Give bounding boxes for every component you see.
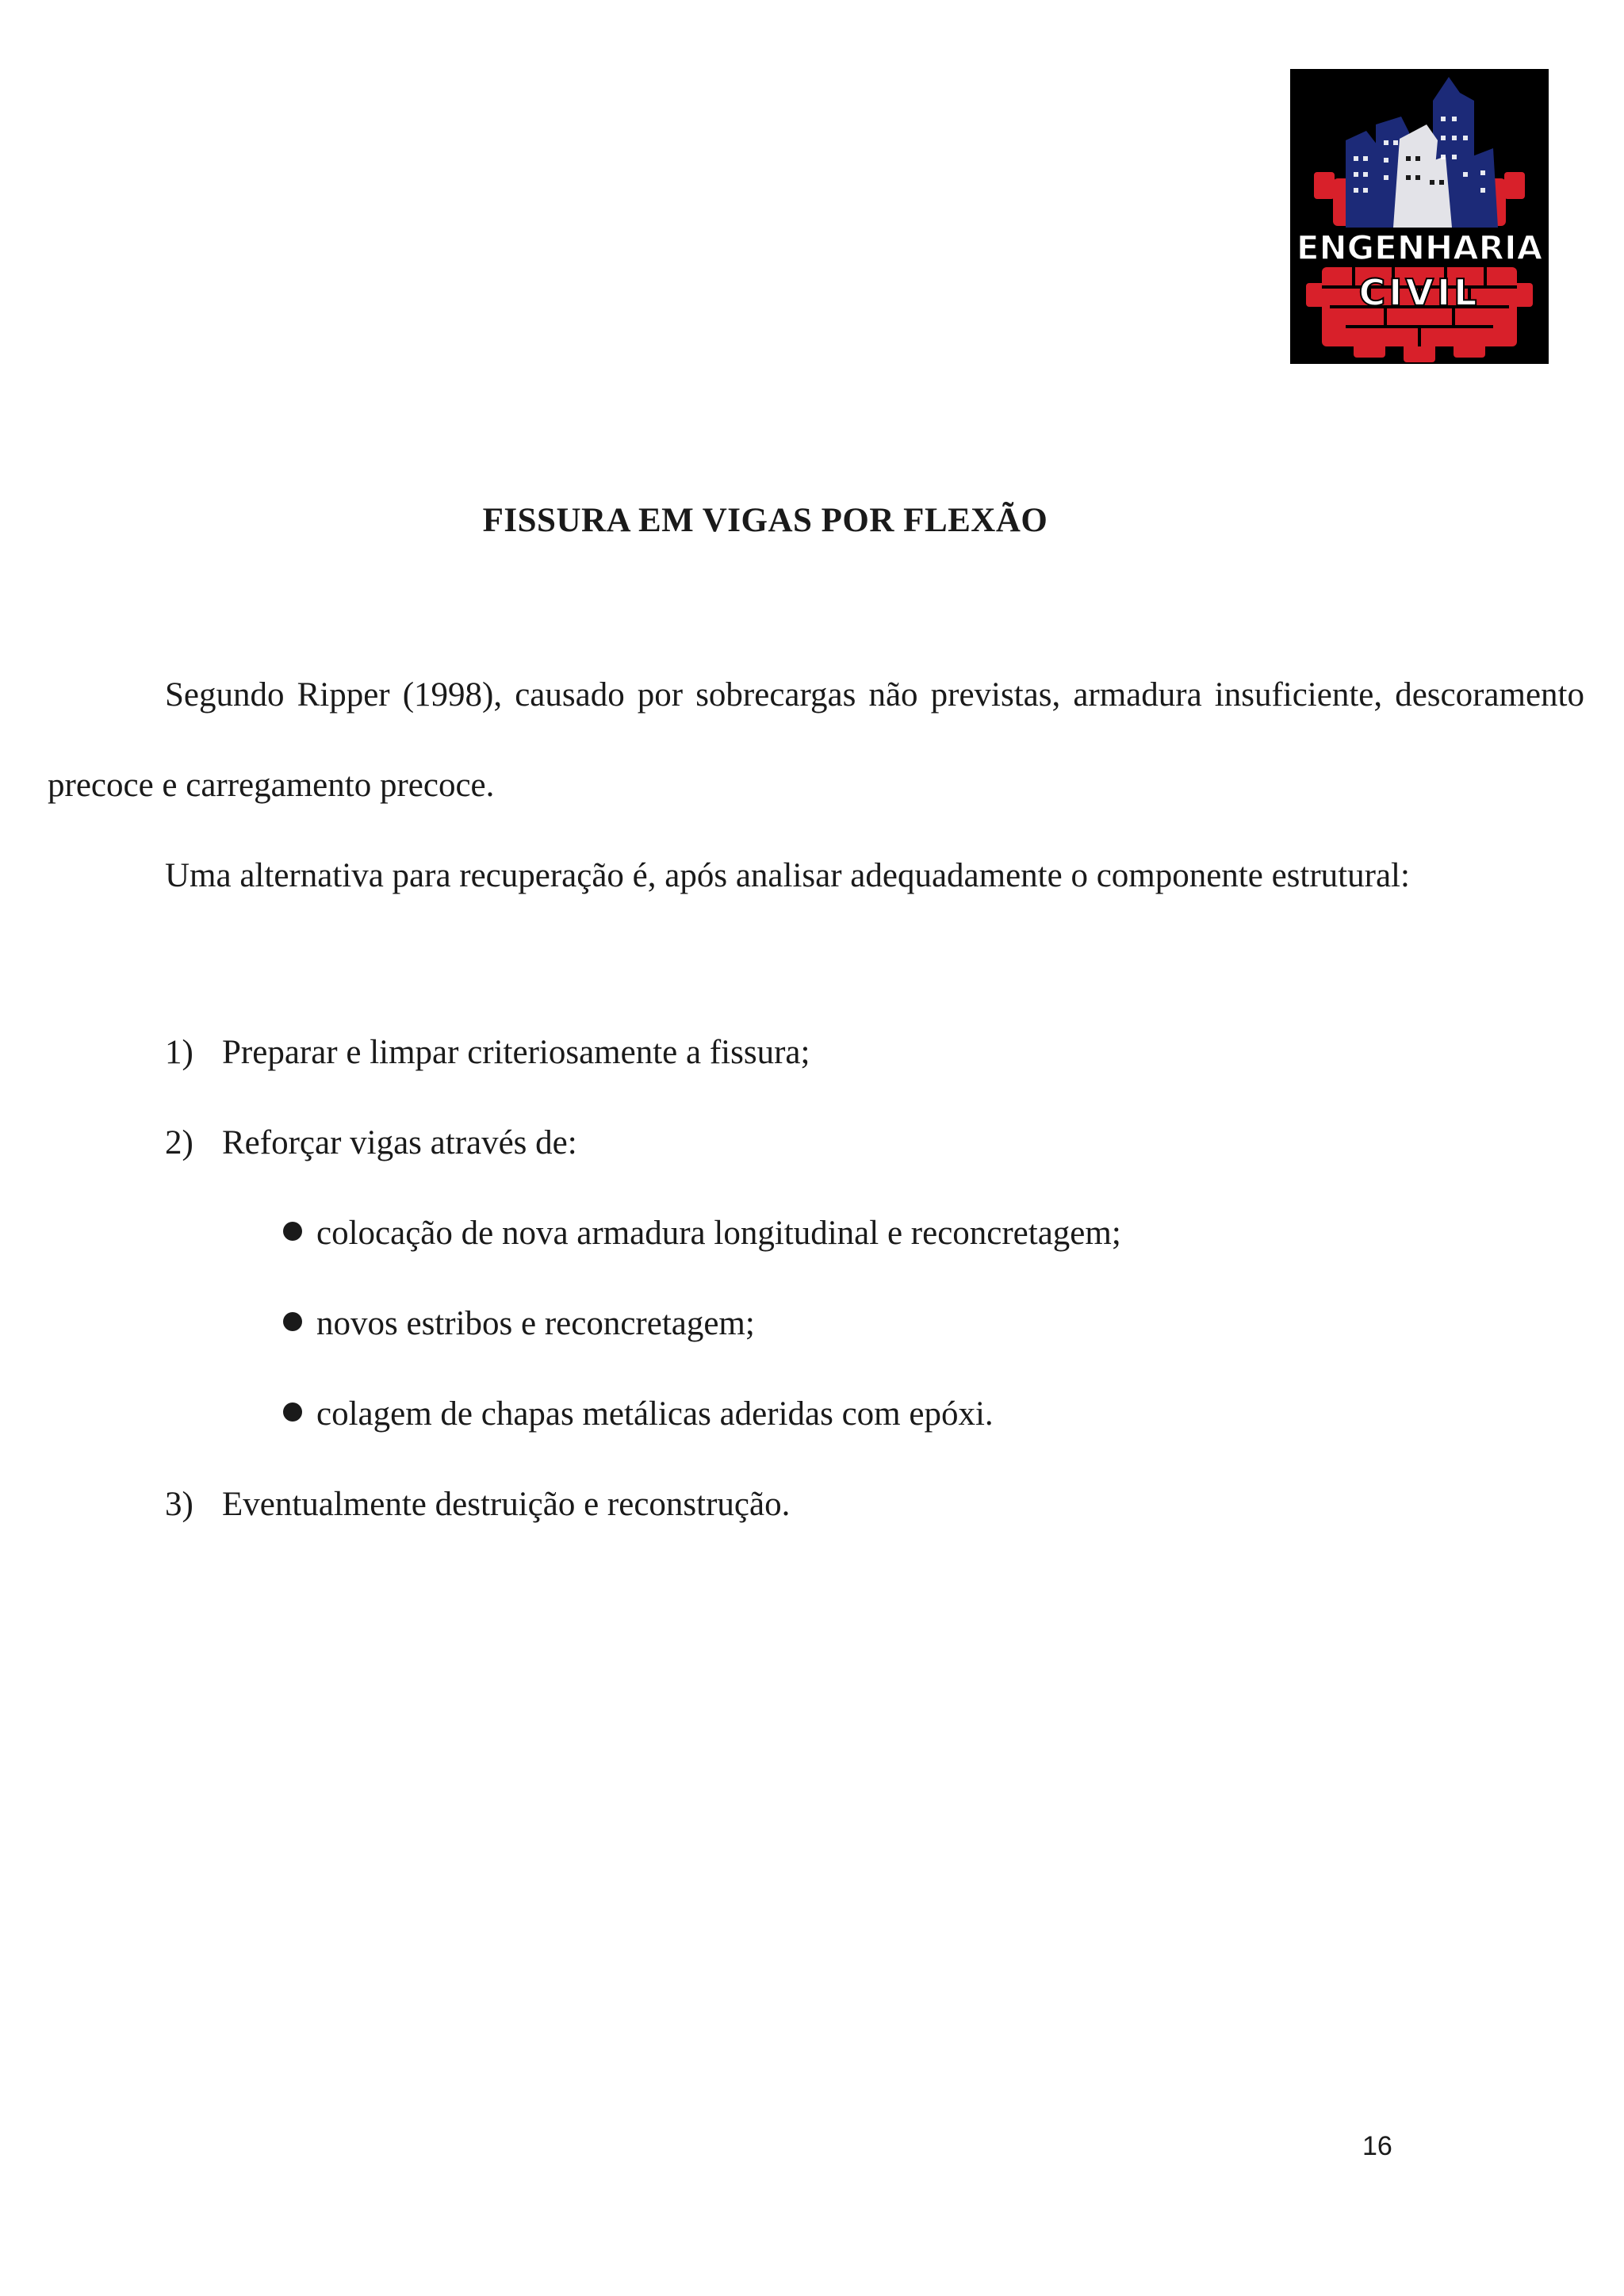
list-item [165,1123,577,1162]
list-item-text: Eventualmente destruição e reconstrução. [222,1486,791,1523]
paragraph-2: Uma alternativa para recuperação é, após analisar adequadamente o componente estrutural: [165,857,1410,894]
bullet-dot-icon [283,1402,302,1422]
logo-graphic [1290,69,1549,364]
list-item-text: Reforçar vigas através de: [222,1124,577,1161]
list-item-number: 3) [165,1486,193,1523]
bullet-item-text: colocação de nova armadura longitudinal e reconcretagem; [316,1215,1121,1252]
list-item-number: 2) [165,1124,193,1161]
list-item-number: 1) [165,1034,193,1071]
bullet-dot-icon [283,1222,302,1241]
bullet-item-text: colagem de chapas metálicas aderidas com epóxi. [316,1395,994,1433]
logo-subtitle-text: CIVIL [1358,271,1480,314]
engenharia-civil-logo [1290,69,1549,364]
list-item-text: Preparar e limpar criteriosamente a fissura; [222,1034,810,1071]
paragraph-1: Segundo Ripper (1998), causado por sobrecargas não previstas, armadura insuficiente, descoramento precoce e carregamento precoce. [48,676,1584,804]
page-title: FISSURA EM VIGAS POR FLEXÃO [482,502,1048,539]
logo-title-text: ENGENHARIA [1296,228,1543,267]
bullet-item-text: novos estribos e reconcretagem; [316,1305,755,1342]
bullet-dot-icon [283,1312,302,1331]
list-item [165,1033,810,1072]
page-number: 16 [1362,2131,1392,2161]
bullet-item [283,1214,1121,1253]
bullet-item [283,1395,994,1433]
bullet-item [283,1304,755,1343]
list-item [165,1485,790,1524]
